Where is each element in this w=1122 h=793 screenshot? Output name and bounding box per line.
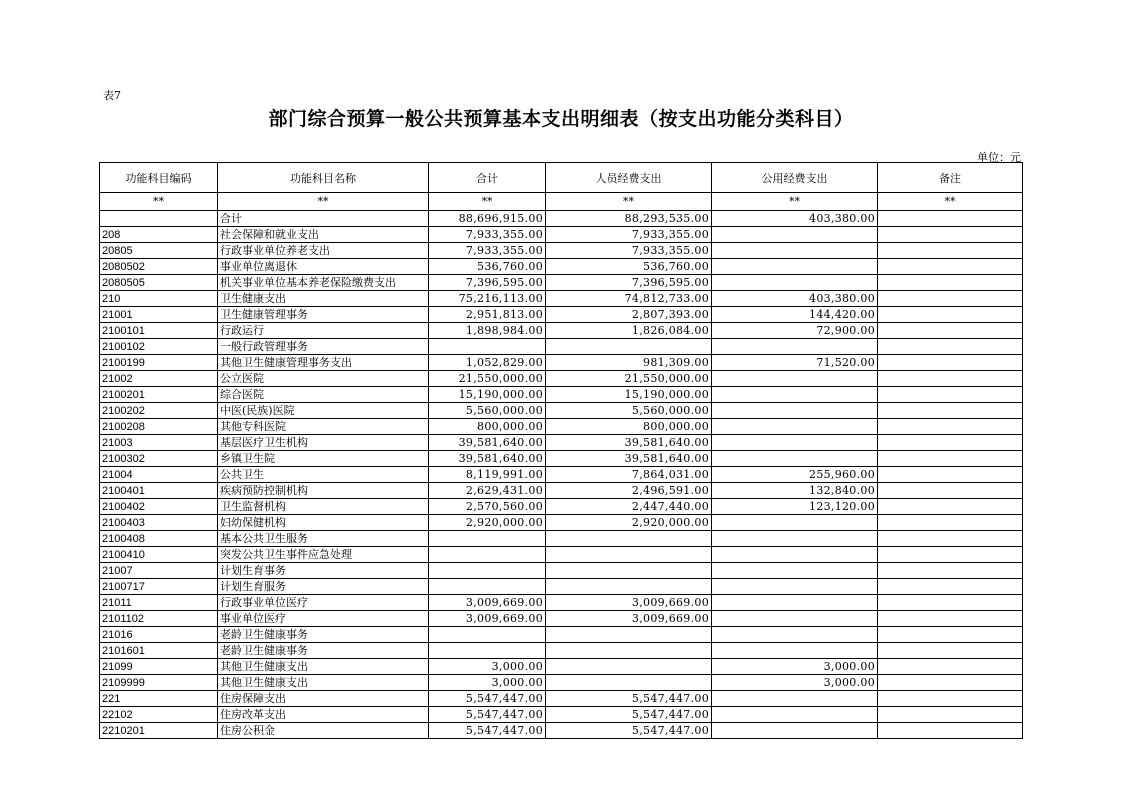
total-cell [429, 627, 546, 643]
table-row [100, 643, 1023, 659]
total-cell: 2,920,000.00 [429, 515, 546, 531]
code-cell: 21007 [100, 563, 218, 579]
total-cell: 5,547,447.00 [429, 707, 546, 723]
note-cell [878, 499, 1023, 515]
note-cell [878, 595, 1023, 611]
name-cell: 基本公共卫生服务 [218, 531, 429, 547]
code-cell: 21003 [100, 435, 218, 451]
code-cell: 221 [100, 691, 218, 707]
code-cell: 2210201 [100, 723, 218, 739]
note-cell [878, 659, 1023, 675]
table-row [100, 579, 1023, 595]
public-cell [712, 227, 878, 243]
subheader-row [100, 193, 1023, 211]
note-cell [878, 611, 1023, 627]
name-cell: 行政运行 [218, 323, 429, 339]
personnel-cell: 2,920,000.00 [546, 515, 712, 531]
table-row [100, 595, 1023, 611]
public-cell [712, 579, 878, 595]
total-cell: 536,760.00 [429, 259, 546, 275]
name-cell: 老龄卫生健康事务 [218, 643, 429, 659]
code-cell: 2100402 [100, 499, 218, 515]
subheader-cell: ** [878, 193, 1023, 211]
code-cell: 2100408 [100, 531, 218, 547]
total-cell: 5,547,447.00 [429, 723, 546, 739]
name-cell: 计划生育服务 [218, 579, 429, 595]
personnel-cell: 15,190,000.00 [546, 387, 712, 403]
table-row [100, 227, 1023, 243]
table-row [100, 291, 1023, 307]
code-cell: 20805 [100, 243, 218, 259]
note-cell [878, 723, 1023, 739]
code-cell: 2080502 [100, 259, 218, 275]
table-row [100, 371, 1023, 387]
table-row [100, 259, 1023, 275]
table-row [100, 355, 1023, 371]
table-row [100, 531, 1023, 547]
personnel-cell: 800,000.00 [546, 419, 712, 435]
table-row [100, 707, 1023, 723]
table-row [100, 611, 1023, 627]
code-cell: 21016 [100, 627, 218, 643]
personnel-cell: 74,812,733.00 [546, 291, 712, 307]
name-cell: 机关事业单位基本养老保险缴费支出 [218, 275, 429, 291]
table-row [100, 691, 1023, 707]
personnel-cell: 7,933,355.00 [546, 227, 712, 243]
personnel-cell [546, 547, 712, 563]
public-cell [712, 547, 878, 563]
total-cell: 75,216,113.00 [429, 291, 546, 307]
code-cell: 2100202 [100, 403, 218, 419]
public-cell: 71,520.00 [712, 355, 878, 371]
table-row [100, 243, 1023, 259]
note-cell [878, 707, 1023, 723]
note-cell [878, 627, 1023, 643]
code-cell: 21004 [100, 467, 218, 483]
column-header-code: 功能科目编码 [100, 163, 218, 193]
personnel-cell [546, 659, 712, 675]
note-cell [878, 643, 1023, 659]
total-cell: 2,570,560.00 [429, 499, 546, 515]
note-cell [878, 531, 1023, 547]
note-cell [878, 675, 1023, 691]
public-cell: 123,120.00 [712, 499, 878, 515]
personnel-cell: 7,864,031.00 [546, 467, 712, 483]
total-cell: 2,629,431.00 [429, 483, 546, 499]
name-cell: 妇幼保健机构 [218, 515, 429, 531]
column-header-note: 备注 [878, 163, 1023, 193]
total-cell: 5,560,000.00 [429, 403, 546, 419]
personnel-cell: 88,293,535.00 [546, 211, 712, 227]
table-body [100, 211, 1023, 739]
name-cell: 社会保障和就业支出 [218, 227, 429, 243]
total-cell [429, 547, 546, 563]
personnel-cell: 5,547,447.00 [546, 723, 712, 739]
note-cell [878, 291, 1023, 307]
subheader-cell: ** [429, 193, 546, 211]
public-cell [712, 435, 878, 451]
total-cell [429, 579, 546, 595]
table-row [100, 435, 1023, 451]
table-row [100, 403, 1023, 419]
code-cell: 21001 [100, 307, 218, 323]
total-cell: 15,190,000.00 [429, 387, 546, 403]
personnel-cell [546, 339, 712, 355]
name-cell: 突发公共卫生事件应急处理 [218, 547, 429, 563]
personnel-cell: 39,581,640.00 [546, 435, 712, 451]
name-cell: 卫生监督机构 [218, 499, 429, 515]
name-cell: 疾病预防控制机构 [218, 483, 429, 499]
note-cell [878, 483, 1023, 499]
code-cell: 2100101 [100, 323, 218, 339]
name-cell: 住房公积金 [218, 723, 429, 739]
code-cell: 2100717 [100, 579, 218, 595]
personnel-cell: 2,807,393.00 [546, 307, 712, 323]
name-cell: 一般行政管理事务 [218, 339, 429, 355]
code-cell: 2100401 [100, 483, 218, 499]
unit-label: 单位：元 [977, 151, 1021, 164]
personnel-cell: 2,496,591.00 [546, 483, 712, 499]
table-row [100, 659, 1023, 675]
total-cell: 7,933,355.00 [429, 227, 546, 243]
total-cell: 3,009,669.00 [429, 595, 546, 611]
note-cell [878, 243, 1023, 259]
table-row [100, 483, 1023, 499]
table-row [100, 547, 1023, 563]
name-cell: 计划生育事务 [218, 563, 429, 579]
personnel-cell: 536,760.00 [546, 259, 712, 275]
name-cell: 公立医院 [218, 371, 429, 387]
name-cell: 乡镇卫生院 [218, 451, 429, 467]
code-cell: 2100102 [100, 339, 218, 355]
table-row [100, 563, 1023, 579]
column-header-personnel: 人员经费支出 [546, 163, 712, 193]
code-cell: 2080505 [100, 275, 218, 291]
column-header-total: 合计 [429, 163, 546, 193]
note-cell [878, 403, 1023, 419]
total-cell: 1,898,984.00 [429, 323, 546, 339]
total-cell: 5,547,447.00 [429, 691, 546, 707]
code-cell: 2109999 [100, 675, 218, 691]
public-cell [712, 531, 878, 547]
note-cell [878, 211, 1023, 227]
subheader-cell: ** [218, 193, 429, 211]
personnel-cell [546, 579, 712, 595]
subheader-cell: ** [100, 193, 218, 211]
name-cell: 住房保障支出 [218, 691, 429, 707]
personnel-cell: 5,547,447.00 [546, 691, 712, 707]
personnel-cell [546, 675, 712, 691]
note-cell [878, 387, 1023, 403]
note-cell [878, 451, 1023, 467]
name-cell: 中医(民族)医院 [218, 403, 429, 419]
public-cell [712, 595, 878, 611]
public-cell: 403,380.00 [712, 291, 878, 307]
public-cell [712, 611, 878, 627]
personnel-cell: 5,560,000.00 [546, 403, 712, 419]
table-number-label: 表7 [103, 89, 121, 102]
total-cell: 800,000.00 [429, 419, 546, 435]
public-cell: 403,380.00 [712, 211, 878, 227]
name-cell: 事业单位离退休 [218, 259, 429, 275]
code-cell: 21011 [100, 595, 218, 611]
page-title: 部门综合预算一般公共预算基本支出明细表（按支出功能分类科目） [268, 108, 854, 130]
column-header-public: 公用经费支出 [712, 163, 878, 193]
public-cell [712, 691, 878, 707]
note-cell [878, 547, 1023, 563]
public-cell: 72,900.00 [712, 323, 878, 339]
table-row [100, 275, 1023, 291]
note-cell [878, 275, 1023, 291]
column-header-name: 功能科目名称 [218, 163, 429, 193]
table-row [100, 323, 1023, 339]
public-cell [712, 627, 878, 643]
note-cell [878, 563, 1023, 579]
public-cell: 3,000.00 [712, 675, 878, 691]
table-row [100, 307, 1023, 323]
public-cell [712, 371, 878, 387]
name-cell: 其他卫生健康支出 [218, 675, 429, 691]
public-cell [712, 339, 878, 355]
public-cell [712, 275, 878, 291]
public-cell [712, 387, 878, 403]
public-cell [712, 707, 878, 723]
public-cell [712, 723, 878, 739]
table-row [100, 515, 1023, 531]
total-cell: 2,951,813.00 [429, 307, 546, 323]
total-cell: 21,550,000.00 [429, 371, 546, 387]
table-row [100, 499, 1023, 515]
public-cell: 144,420.00 [712, 307, 878, 323]
personnel-cell: 3,009,669.00 [546, 611, 712, 627]
note-cell [878, 259, 1023, 275]
name-cell: 其他专科医院 [218, 419, 429, 435]
code-cell: 22102 [100, 707, 218, 723]
public-cell [712, 403, 878, 419]
total-cell: 7,396,595.00 [429, 275, 546, 291]
note-cell [878, 435, 1023, 451]
name-cell: 住房改革支出 [218, 707, 429, 723]
public-cell [712, 419, 878, 435]
personnel-cell [546, 643, 712, 659]
personnel-cell: 7,933,355.00 [546, 243, 712, 259]
name-cell: 事业单位医疗 [218, 611, 429, 627]
total-cell: 39,581,640.00 [429, 451, 546, 467]
name-cell: 行政事业单位养老支出 [218, 243, 429, 259]
public-cell [712, 643, 878, 659]
note-cell [878, 419, 1023, 435]
code-cell: 2101601 [100, 643, 218, 659]
name-cell: 其他卫生健康管理事务支出 [218, 355, 429, 371]
table-row [100, 339, 1023, 355]
code-cell: 2100410 [100, 547, 218, 563]
subheader-cell: ** [546, 193, 712, 211]
public-cell [712, 451, 878, 467]
public-cell [712, 563, 878, 579]
personnel-cell: 39,581,640.00 [546, 451, 712, 467]
total-cell: 3,009,669.00 [429, 611, 546, 627]
header-row [100, 163, 1023, 193]
note-cell [878, 579, 1023, 595]
note-cell [878, 355, 1023, 371]
name-cell: 基层医疗卫生机构 [218, 435, 429, 451]
code-cell: 2100208 [100, 419, 218, 435]
table-row [100, 723, 1023, 739]
code-cell: 21099 [100, 659, 218, 675]
personnel-cell: 21,550,000.00 [546, 371, 712, 387]
note-cell [878, 323, 1023, 339]
note-cell [878, 515, 1023, 531]
note-cell [878, 691, 1023, 707]
total-cell [429, 339, 546, 355]
code-cell: 208 [100, 227, 218, 243]
code-cell: 2100302 [100, 451, 218, 467]
personnel-cell: 3,009,669.00 [546, 595, 712, 611]
name-cell: 其他卫生健康支出 [218, 659, 429, 675]
note-cell [878, 339, 1023, 355]
name-cell: 行政事业单位医疗 [218, 595, 429, 611]
table-row [100, 387, 1023, 403]
budget-table [99, 162, 1023, 739]
total-cell [429, 531, 546, 547]
public-cell: 132,840.00 [712, 483, 878, 499]
personnel-cell: 7,396,595.00 [546, 275, 712, 291]
table-row [100, 467, 1023, 483]
total-cell: 39,581,640.00 [429, 435, 546, 451]
table-row [100, 675, 1023, 691]
note-cell [878, 467, 1023, 483]
personnel-cell: 981,309.00 [546, 355, 712, 371]
table-row [100, 211, 1023, 227]
subheader-cell: ** [712, 193, 878, 211]
table-row [100, 419, 1023, 435]
table-row [100, 627, 1023, 643]
total-cell: 8,119,991.00 [429, 467, 546, 483]
total-cell: 88,696,915.00 [429, 211, 546, 227]
personnel-cell [546, 627, 712, 643]
public-cell [712, 515, 878, 531]
name-cell: 综合医院 [218, 387, 429, 403]
code-cell: 2100201 [100, 387, 218, 403]
public-cell [712, 243, 878, 259]
code-cell: 21002 [100, 371, 218, 387]
total-cell [429, 643, 546, 659]
name-cell: 公共卫生 [218, 467, 429, 483]
name-cell: 合计 [218, 211, 429, 227]
public-cell: 255,960.00 [712, 467, 878, 483]
name-cell: 卫生健康管理事务 [218, 307, 429, 323]
note-cell [878, 307, 1023, 323]
note-cell [878, 371, 1023, 387]
personnel-cell: 1,826,084.00 [546, 323, 712, 339]
public-cell [712, 259, 878, 275]
personnel-cell: 5,547,447.00 [546, 707, 712, 723]
name-cell: 卫生健康支出 [218, 291, 429, 307]
total-cell: 3,000.00 [429, 675, 546, 691]
code-cell: 210 [100, 291, 218, 307]
code-cell: 2100403 [100, 515, 218, 531]
personnel-cell [546, 563, 712, 579]
name-cell: 老龄卫生健康事务 [218, 627, 429, 643]
personnel-cell [546, 531, 712, 547]
note-cell [878, 227, 1023, 243]
total-cell: 1,052,829.00 [429, 355, 546, 371]
total-cell: 7,933,355.00 [429, 243, 546, 259]
total-cell [429, 563, 546, 579]
personnel-cell: 2,447,440.00 [546, 499, 712, 515]
code-cell: 2101102 [100, 611, 218, 627]
public-cell: 3,000.00 [712, 659, 878, 675]
code-cell [100, 211, 218, 227]
code-cell: 2100199 [100, 355, 218, 371]
table-row [100, 451, 1023, 467]
total-cell: 3,000.00 [429, 659, 546, 675]
